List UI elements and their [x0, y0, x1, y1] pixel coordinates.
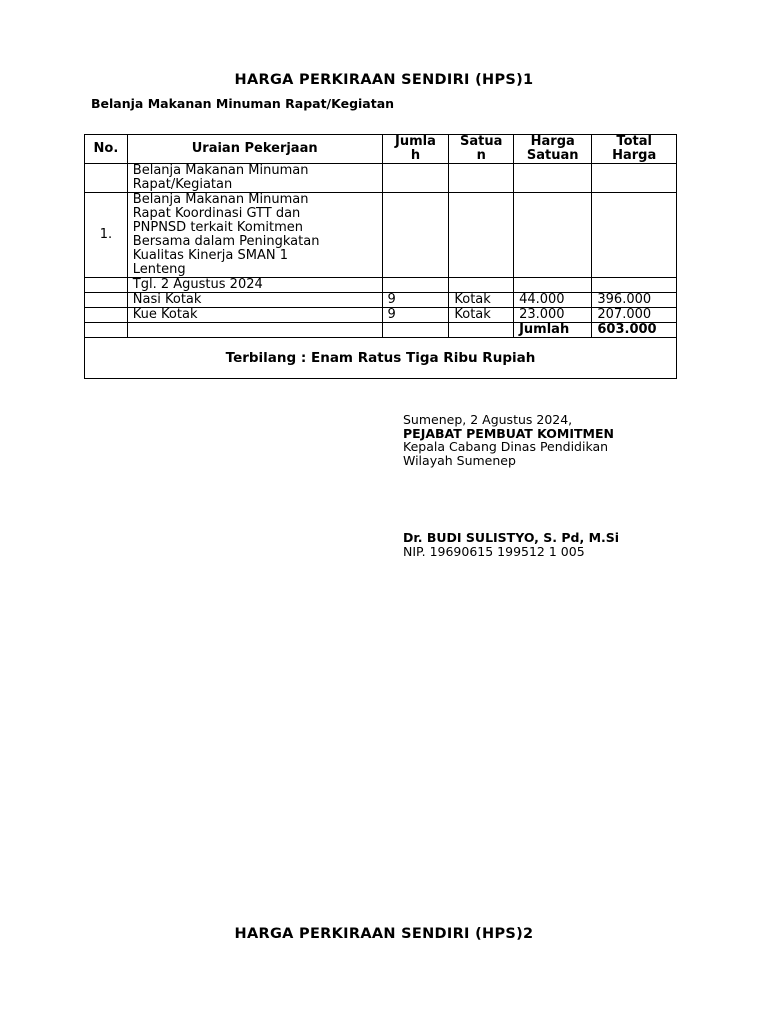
signature-name: Dr. BUDI SULISTYO, S. Pd, M.Si: [403, 530, 620, 545]
table-row-category: [85, 164, 677, 193]
cell-empty: [592, 164, 677, 193]
terbilang-text: Terbilang : Enam Ratus Tiga Ribu Rupiah: [85, 338, 677, 379]
item-unit-price: 44.000: [514, 293, 592, 308]
cell-empty: [449, 323, 514, 338]
cell-empty: [449, 278, 514, 293]
header-unit-price-line2: Satuan: [526, 148, 579, 163]
cell-empty: [127, 323, 382, 338]
document-subtitle: Belanja Makanan Minuman Rapat/Kegiatan: [91, 96, 395, 111]
cell-empty: [382, 323, 449, 338]
activity-number: 1.: [85, 193, 128, 278]
sum-value: 603.000: [592, 323, 677, 338]
table-row-terbilang: [85, 338, 677, 379]
table-row-item: [85, 308, 677, 323]
activity-line: Bersama dalam Peningkatan: [132, 234, 320, 249]
signature-place-date: Sumenep, 2 Agustus 2024,: [403, 412, 573, 427]
date-cell: Tgl. 2 Agustus 2024: [127, 278, 382, 293]
item-total-price: 396.000: [592, 293, 677, 308]
cell-empty: [382, 278, 449, 293]
table-row-activity: [85, 193, 677, 278]
header-quantity-line1: Jumla: [395, 134, 436, 149]
header-unit: [449, 135, 514, 164]
next-document-title: HARGA PERKIRAAN SENDIRI (HPS)2: [234, 926, 534, 942]
item-total-price: 207.000: [592, 308, 677, 323]
header-unit-line2: n: [476, 148, 486, 163]
activity-line: Rapat Koordinasi GTT dan: [132, 206, 301, 221]
cell-empty: [85, 278, 128, 293]
cell-empty: [85, 323, 128, 338]
activity-line: PNPNSD terkait Komitmen: [132, 220, 303, 235]
hps-table: [84, 134, 677, 379]
header-unit-price-line1: Harga: [530, 134, 575, 149]
header-no: No.: [85, 135, 128, 164]
cell-empty: [85, 164, 128, 193]
signature-position-line2: Wilayah Sumenep: [403, 452, 516, 468]
cell-empty: [382, 193, 449, 278]
category-cell: [127, 164, 382, 193]
category-line1: Belanja Makanan Minuman: [132, 163, 309, 178]
cell-empty: [85, 308, 128, 323]
cell-empty: [382, 164, 449, 193]
signature-position-line1: Kepala Cabang Dinas Pendidikan: [403, 439, 609, 454]
item-description: Kue Kotak: [127, 308, 382, 323]
item-unit: Kotak: [449, 308, 514, 323]
item-unit-price: 23.000: [514, 308, 592, 323]
cell-empty: [85, 293, 128, 308]
document-title: HARGA PERKIRAAN SENDIRI (HPS)1: [234, 72, 534, 88]
header-total-price: [592, 135, 677, 164]
item-quantity: 9: [382, 308, 449, 323]
cell-empty: [514, 164, 592, 193]
cell-empty: [449, 193, 514, 278]
header-description: Uraian Pekerjaan: [127, 135, 382, 164]
table-header-row: [85, 135, 677, 164]
header-unit-price: [514, 135, 592, 164]
header-total-price-line1: Total: [616, 134, 652, 149]
activity-line: Belanja Makanan Minuman: [132, 192, 309, 207]
category-line2: Rapat/Kegiatan: [132, 177, 233, 192]
activity-line: Lenteng: [132, 262, 186, 277]
activity-line: Kualitas Kinerja SMAN 1: [132, 248, 288, 263]
cell-empty: [514, 193, 592, 278]
cell-empty: [592, 193, 677, 278]
header-quantity-line2: h: [410, 148, 421, 163]
table-row-date: [85, 278, 677, 293]
item-description: Nasi Kotak: [127, 293, 382, 308]
table-row-sum: [85, 323, 677, 338]
item-unit: Kotak: [449, 293, 514, 308]
item-quantity: 9: [382, 293, 449, 308]
signature-space: [403, 467, 619, 531]
table-row-item: [85, 293, 677, 308]
signature-block: [403, 413, 619, 558]
header-quantity: [382, 135, 449, 164]
header-total-price-line2: Harga: [612, 148, 657, 163]
signature-nip: NIP. 19690615 199512 1 005: [403, 543, 585, 559]
activity-description: [127, 193, 382, 278]
signature-role: PEJABAT PEMBUAT KOMITMEN: [403, 425, 614, 441]
sum-label: Jumlah: [514, 323, 592, 338]
header-unit-line1: Satua: [460, 134, 503, 149]
cell-empty: [449, 164, 514, 193]
cell-empty: [514, 278, 592, 293]
cell-empty: [592, 278, 677, 293]
